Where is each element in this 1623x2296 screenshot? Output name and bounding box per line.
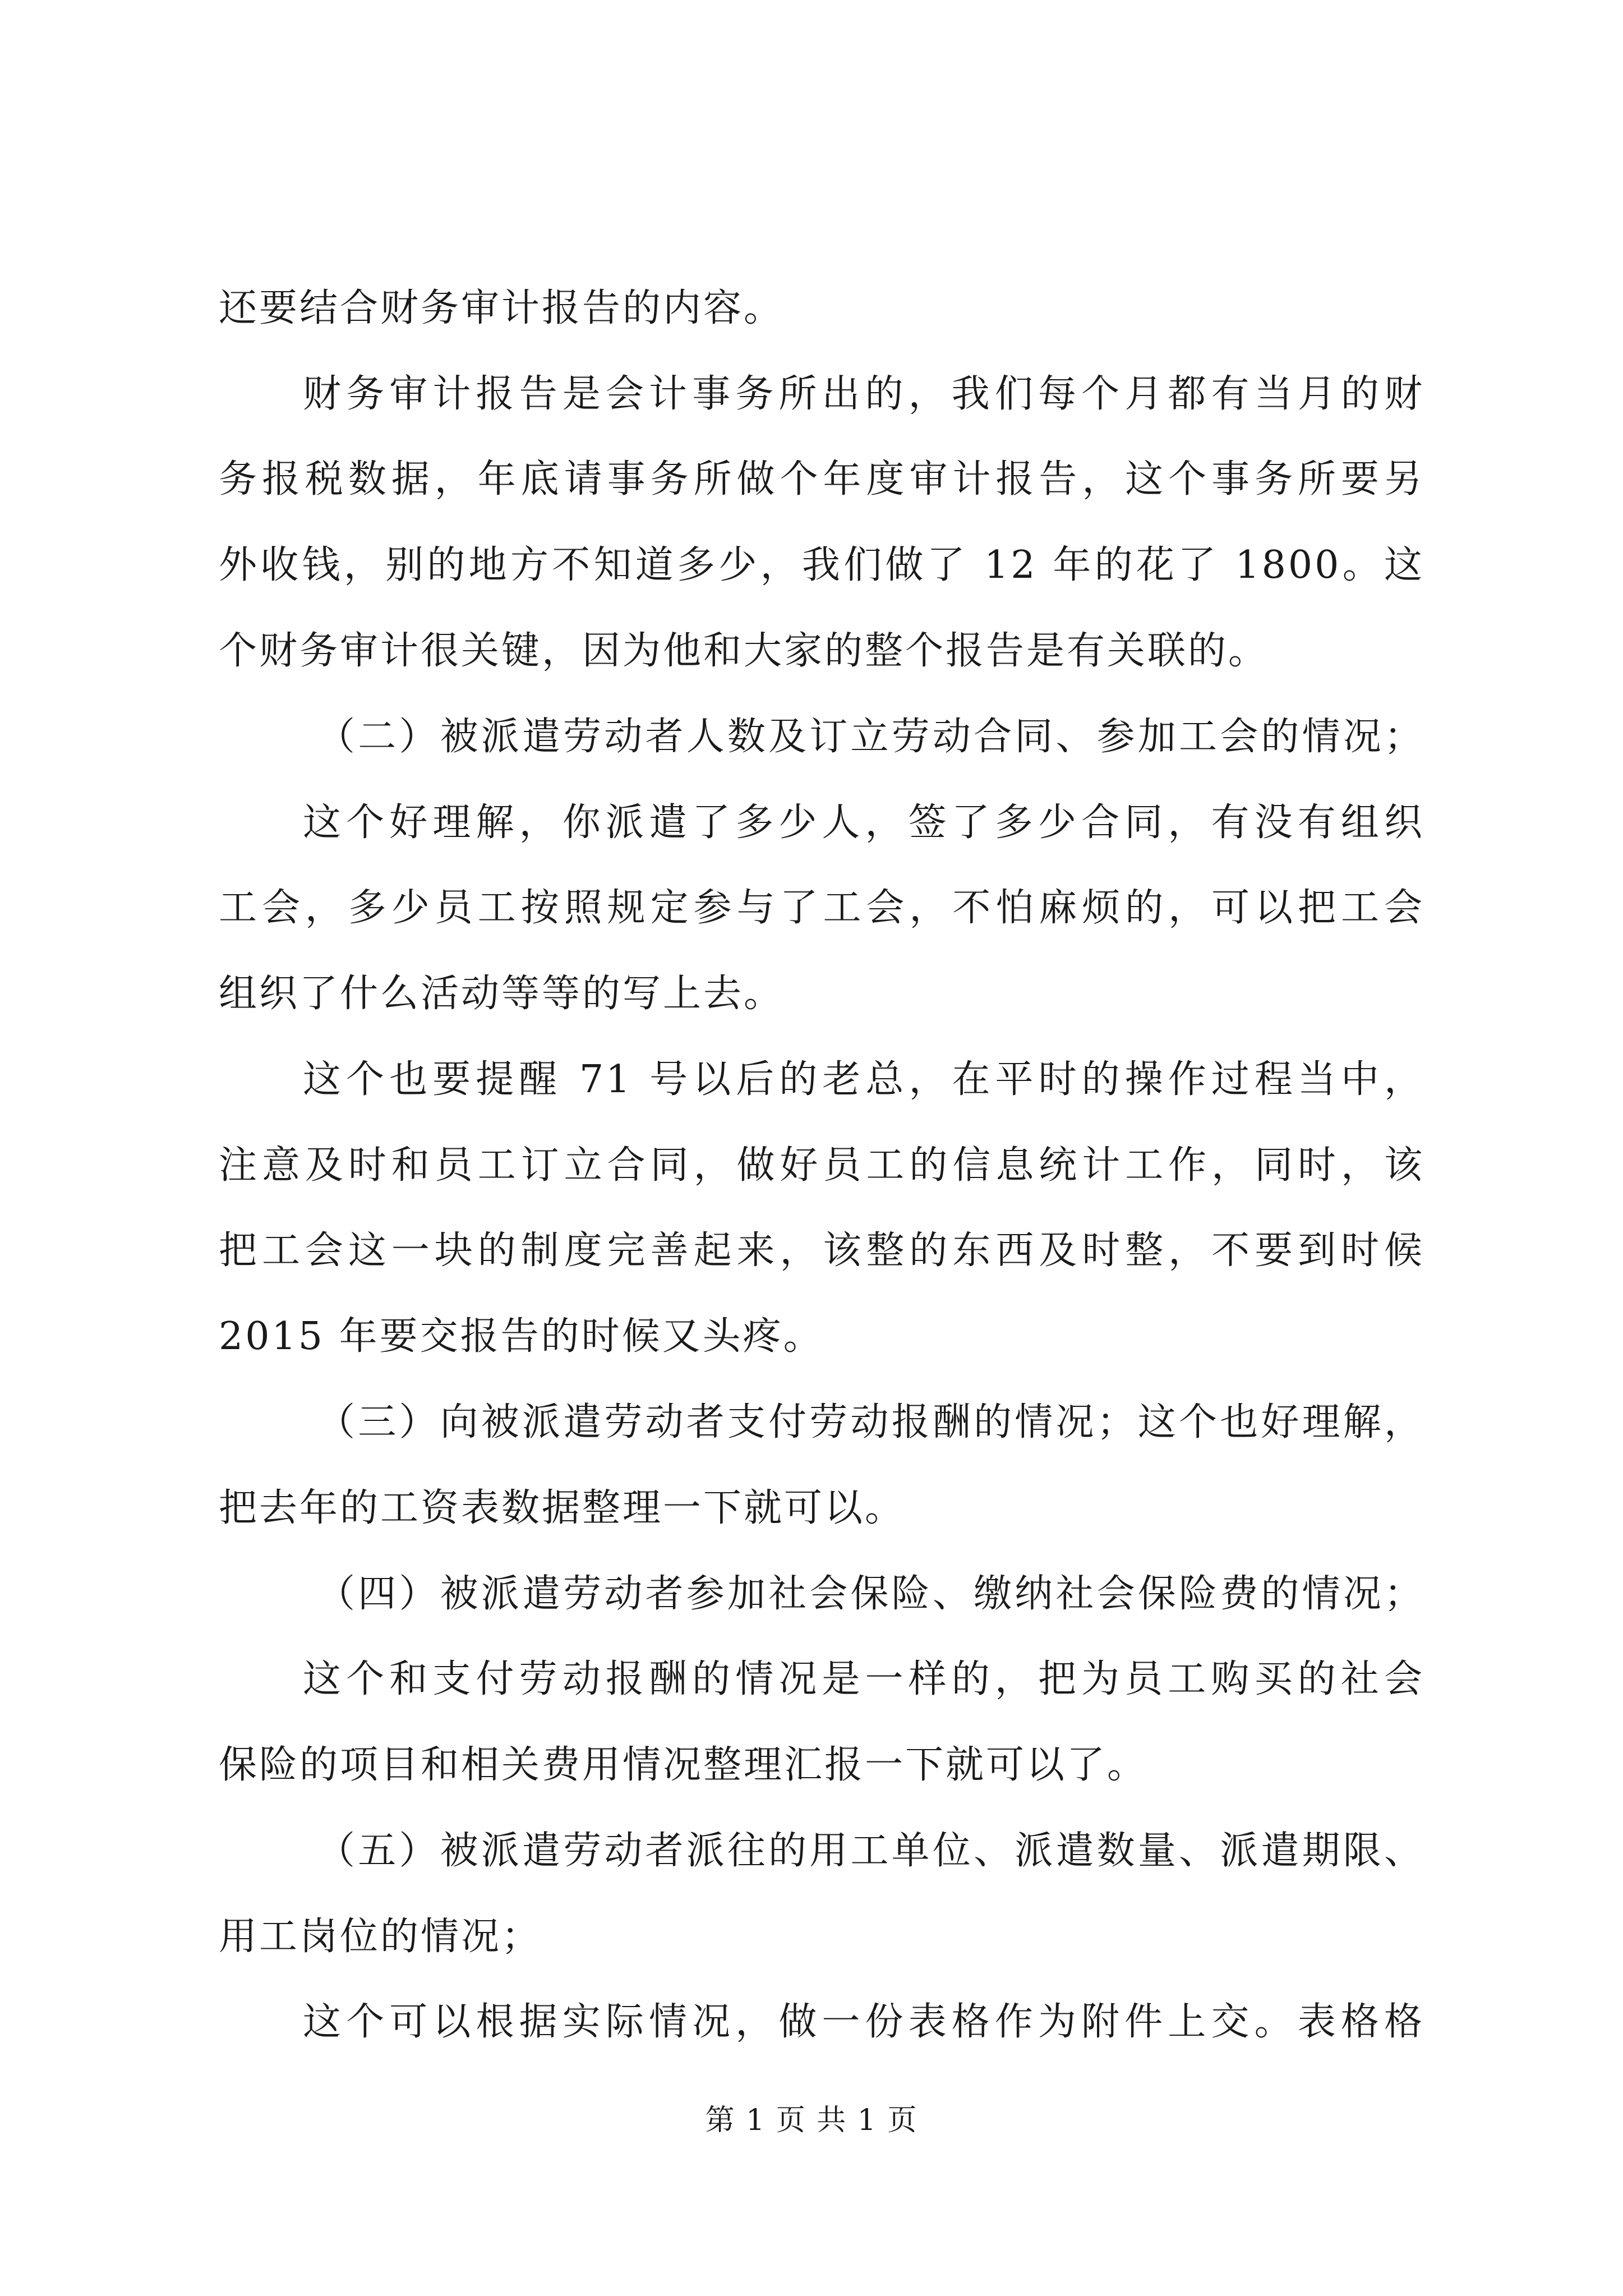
text-line: 这个也要提醒 71 号以后的老总，在平时的操作过程当中， <box>303 1057 1424 1102</box>
text-line: 2015 年要交报告的时候又头疼。 <box>219 1314 824 1359</box>
text-line: 务报税数据，年底请事务所做个年度审计报告，这个事务所要另 <box>219 457 1424 501</box>
text-line: 把工会这一块的制度完善起来，该整的东西及时整，不要到时候 <box>219 1228 1424 1273</box>
text-line: 外收钱，别的地方不知道多少，我们做了 12 年的花了 1800。这 <box>219 543 1424 587</box>
text-line: 用工岗位的情况； <box>219 1915 542 1959</box>
section-heading: （五）被派遣劳动者派往的用工单位、派遣数量、派遣期限、 <box>317 1829 1424 1873</box>
text-line: 组织了什么活动等等的写上去。 <box>219 972 785 1016</box>
text-line: 保险的项目和相关费用情况整理汇报一下就可以了。 <box>219 1743 1148 1787</box>
text-line: 财务审计报告是会计事务所出的，我们每个月都有当月的财 <box>303 372 1424 416</box>
text-line: 工会，多少员工按照规定参与了工会，不怕麻烦的，可以把工会 <box>219 886 1424 930</box>
section-heading: （三）向被派遣劳动者支付劳动报酬的情况；这个也好理解， <box>317 1400 1424 1444</box>
text-line: 这个可以根据实际情况，做一份表格作为附件上交。表格格 <box>303 2000 1424 2044</box>
text-line: 这个好理解，你派遣了多少人，签了多少合同，有没有组织 <box>303 800 1424 845</box>
section-heading: （四）被派遣劳动者参加社会保险、缴纳社会保险费的情况； <box>317 1572 1424 1616</box>
section-heading: （二）被派遣劳动者人数及订立劳动合同、参加工会的情况； <box>317 715 1424 759</box>
text-line: 个财务审计很关键，因为他和大家的整个报告是有关联的。 <box>219 629 1269 673</box>
text-line: 还要结合财务审计报告的内容。 <box>219 286 785 330</box>
page-footer: 第 1 页 共 1 页 <box>705 2104 918 2137</box>
text-line: 注意及时和员工订立合同，做好员工的信息统计工作，同时，该 <box>219 1143 1424 1188</box>
text-line: 把去年的工资表数据整理一下就可以。 <box>219 1486 906 1530</box>
text-line: 这个和支付劳动报酬的情况是一样的，把为员工购买的社会 <box>303 1657 1424 1701</box>
